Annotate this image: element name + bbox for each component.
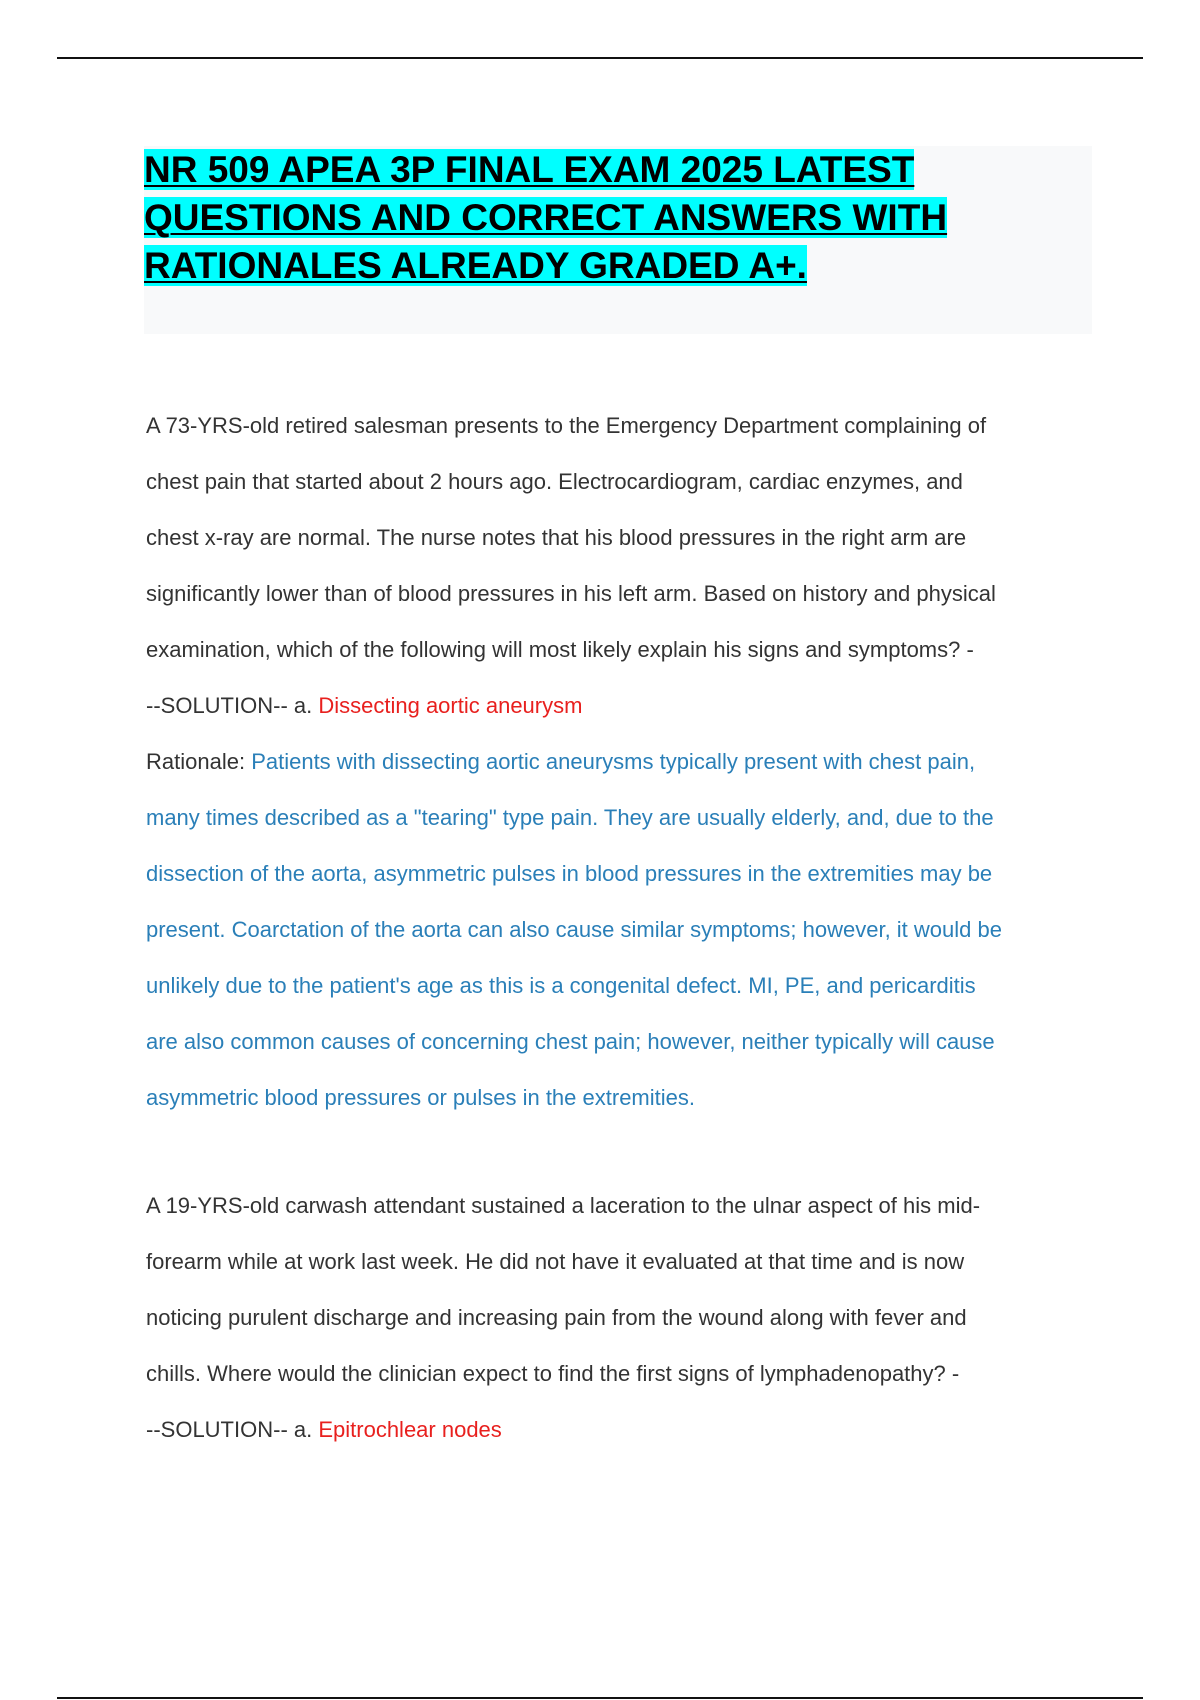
rationale-line: asymmetric blood pressures or pulses in the extremities. bbox=[146, 1085, 695, 1110]
question-1-line: A 73-YRS-old retired salesman presents to the Emergency Department complaining of bbox=[146, 413, 987, 438]
solution-prefix: --SOLUTION-- a. bbox=[146, 693, 319, 718]
rationale-line: dissection of the aorta, asymmetric pulses in blood pressures in the extremities may be bbox=[146, 861, 993, 886]
solution-prefix: --SOLUTION-- a. bbox=[146, 1417, 319, 1442]
question-1-line: chest pain that started about 2 hours ago. Electrocardiogram, cardiac enzymes, and bbox=[146, 469, 963, 494]
title-line-3: RATIONALES ALREADY GRADED A+. bbox=[144, 245, 807, 286]
question-2-answer: Epitrochlear nodes bbox=[318, 1417, 502, 1442]
question-2-line: forearm while at work last week. He did not have it evaluated at that time and is now bbox=[146, 1249, 965, 1274]
rationale-line bbox=[146, 734, 1096, 790]
bottom-rule bbox=[57, 1697, 1143, 1699]
rationale-line: present. Coarctation of the aorta can also cause similar symptoms; however, it would be bbox=[146, 917, 1002, 942]
title-line-2: QUESTIONS AND CORRECT ANSWERS WITH bbox=[144, 197, 948, 238]
question-2 bbox=[146, 1178, 1096, 1458]
question-1-solution bbox=[146, 678, 1096, 734]
question-2-line: noticing purulent discharge and increasing pain from the wound along with fever and bbox=[146, 1305, 967, 1330]
question-1-text bbox=[146, 398, 1096, 734]
title-line-1: NR 509 APEA 3P FINAL EXAM 2025 LATEST bbox=[144, 149, 915, 190]
question-1 bbox=[146, 398, 1096, 1126]
rationale-line: unlikely due to the patient's age as this is a congenital defect. MI, PE, and pericarditis bbox=[146, 973, 976, 998]
question-1-line: significantly lower than of blood pressures in his left arm. Based on history and physical bbox=[146, 581, 996, 606]
question-2-text bbox=[146, 1178, 1096, 1458]
question-2-line: A 19-YRS-old carwash attendant sustained a laceration to the ulnar aspect of his mid- bbox=[146, 1193, 981, 1218]
question-1-line: examination, which of the following will most likely explain his signs and symptoms? - bbox=[146, 637, 974, 662]
question-2-line: chills. Where would the clinician expect to find the first signs of lymphadenopathy? - bbox=[146, 1361, 960, 1386]
rationale-label: Rationale: bbox=[146, 749, 252, 774]
title-block bbox=[144, 146, 1092, 334]
question-1-line: chest x-ray are normal. The nurse notes that his blood pressures in the right arm are bbox=[146, 525, 967, 550]
question-1-rationale bbox=[146, 734, 1096, 1126]
question-2-solution bbox=[146, 1402, 1096, 1458]
rationale-line: many times described as a "tearing" type pain. They are usually elderly, and, due to the bbox=[146, 805, 994, 830]
rationale-line: are also common causes of concerning chest pain; however, neither typically will cause bbox=[146, 1029, 995, 1054]
question-1-answer: Dissecting aortic aneurysm bbox=[318, 693, 583, 718]
rationale-text: Patients with dissecting aortic aneurysms typically present with chest pain, bbox=[251, 749, 976, 774]
top-rule bbox=[57, 57, 1143, 59]
document-title bbox=[144, 146, 1092, 290]
